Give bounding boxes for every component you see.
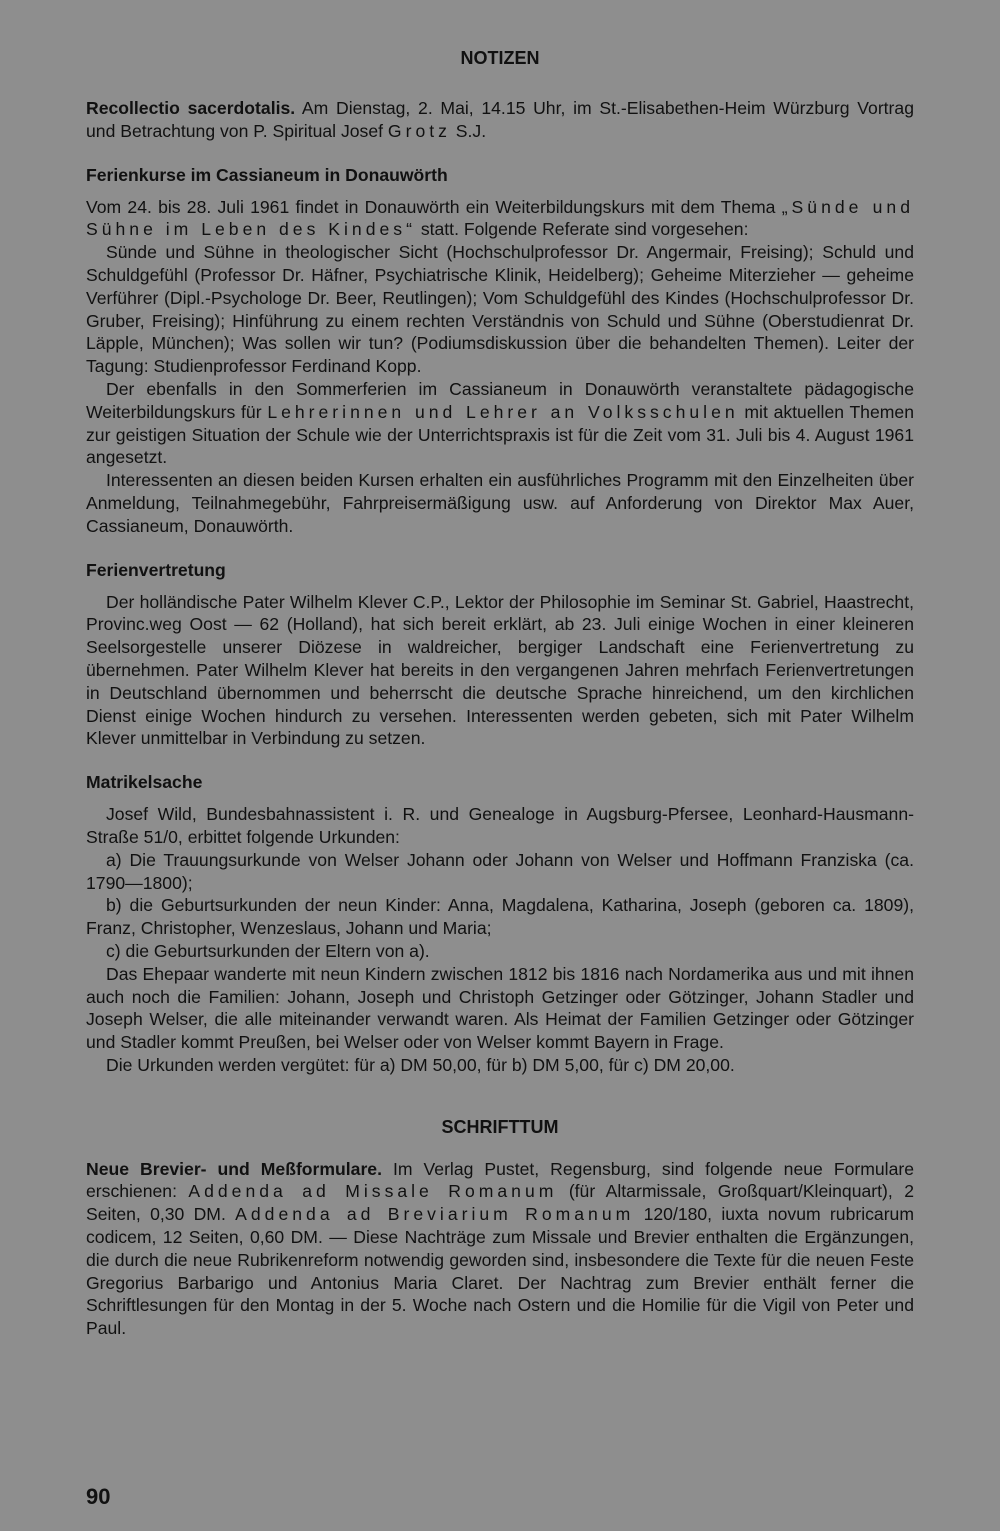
heading-ferienkurse: Ferienkurse im Cassianeum in Donauwörth [86, 164, 448, 185]
ferienkurse-p3-text-a: Der ebenfalls in den Sommerferien im Cassianeum in Donauwörth veranstaltete pädagogische Weiterbildungskurs für [86, 378, 914, 422]
schrifttum-lead: Neue Brevier- und Meßformulare. [86, 1158, 382, 1179]
ferienkurse-text-b: statt. Folgende Referate sind vorgesehen: [415, 219, 749, 240]
recollectio-name: Grotz [387, 120, 451, 141]
ferienvertretung-paragraph: Der holländische Pater Wilhelm Klever C.P., Lektor der Philosophie im Seminar St. Gabriel, Haastrecht, Provinc.weg Oost — 62 (Holland), hat sich bereit erklärt, ab 23. Juli einige Wochen in einer kleineren Seelsorgestelle unserer Diözese in waldreicher, bergiger Landschaft eine Ferienvertretung zu übernehmen. Pater Wilhelm Klever hat bereits in den vergangenen Jahren mehrfach Ferienvertretungen in Deutschland übernommen und beherrscht die deutsche Sprache hinreichend, um den kirchlichen Dienst einige Wochen hindurch zu versehen. Interessenten werden gebeten, sich mit Pater Wilhelm Klever unmittelbar in Verbindung zu setzen. [86, 591, 914, 749]
matrikelsache-paragraph-2: Das Ehepaar wanderte mit neun Kindern zwischen 1812 bis 1816 nach Nordamerika aus und mit ihnen auch noch die Familien: Johann, Joseph und Christoph Getzinger oder Götzinger, Johann Stadler und Joseph Welser, die alle miteinander verwandt waren. Als Heimat der Familien Getzinger oder Götzinger und Stadler kommt Preußen, bei Welser oder von Welser kommt Bayern in Frage. [86, 963, 914, 1053]
page-number: 90 [86, 1484, 111, 1509]
schrifttum-text-3: 120/180, iuxta novum rubricarum codicem, 12 Seiten, 0,60 DM. — Diese Nachträge zum Missale und Brevier enthalten die Ergänzungen, die durch die neue Rubrikenreform notwendig geworden sind, insbesondere die Texte für die neuen Feste Gregorius Barbarigo und Antonius Maria Claret. Der Nachtrag zum Brevier enthält ferner die Schriftlesungen für den Montag in der 5. Woche nach Ostern und die Homilie für die Vigil von Peter und Paul. [86, 1204, 915, 1339]
ferienkurse-p3-spaced: Lehrerinnen und Lehrer an Volksschulen [267, 401, 739, 422]
schrifttum-text-1: Im Verlag Pustet, Regensburg, sind folgende neue Formulare erschienen: [86, 1158, 914, 1202]
ferienkurse-paragraph-3 [86, 378, 914, 469]
ferienkurse-paragraph-2: Sünde und Sühne in theologischer Sicht (Hochschulprofessor Dr. Angermair, Freising); Schuld und Schuldgefühl (Professor Dr. Häfner, Psychiatrische Klinik, Heidelberg); Geheime Miterzieher — geheime Verführer (Dipl.-Psychologe Dr. Beer, Reutlingen); Vom Schuldgefühl des Kindes (Hochschulprofessor Dr. Gruber, Freising); Hinführung zu einem rechten Verständnis von Schuld und Sühne (Oberstudienrat Dr. Läpple, München); Was sollen wir tun? (Podiumsdiskussion über die behandelten Themen). Leiter der Tagung: Studienprofessor Ferdinand Kopp. [86, 242, 914, 377]
recollectio-paragraph [86, 97, 914, 143]
matrikelsache-item-c: c) die Geburtsurkunden der Eltern von a). [106, 940, 430, 961]
ferienkurse-text-a: Vom 24. bis 28. Juli 1961 findet in Donauwörth ein Weiterbildungskurs mit dem Thema [86, 196, 782, 217]
matrikelsache-item-b: b) die Geburtsurkunden der neun Kinder: Anna, Magdalena, Katharina, Joseph (geboren ca. 1809), Franz, Christopher, Wenzeslaus, Johann und Maria; [86, 895, 914, 939]
section-title-schrifttum: SCHRIFTTUM [441, 1116, 559, 1137]
recollectio-text: Am Dienstag, 2. Mai, 14.15 Uhr, im St.-Elisabethen-Heim Würzburg Vortrag und Betrachtung von P. Spiritual Josef [86, 98, 914, 141]
ferienkurse-theme: „Sünde und Sühne im Leben des Kindes“ [86, 196, 914, 240]
matrikelsache-item-a: a) Die Trauungsurkunde von Welser Johann oder Johann von Welser und Hoffmann Franziska (ca. 1790—1800); [86, 849, 914, 893]
heading-matrikelsache: Matrikelsache [86, 772, 203, 793]
matrikelsache-paragraph-1: Josef Wild, Bundesbahnassistent i. R. und Genealoge in Augsburg-Pfersee, Leonhard-Hausmann-Straße 51/0, erbittet folgende Urkunden: [86, 804, 914, 847]
recollectio-lead: Recollectio sacerdotalis. [86, 98, 296, 118]
schrifttum-title-missale: Addenda ad Missale Romanum [188, 1181, 558, 1202]
schrifttum-text-2: (für Altarmissale, Großquart/Kleinquart), 2 Seiten, 0,30 DM. [86, 1181, 914, 1225]
ferienkurse-paragraph-4: Interessenten an diesen beiden Kursen erhalten ein ausführliches Programm mit den Einzelheiten über Anmeldung, Teilnahmegebühr, Fahrpreisermäßigung usw. auf Anforderung von Direktor Max Auer, Cassianeum, Donauwörth. [86, 470, 914, 536]
schrifttum-title-breviarium: Addenda ad Breviarium Romanum [235, 1204, 635, 1225]
schrifttum-paragraph [86, 1158, 914, 1340]
ferienkurse-paragraph-1 [86, 196, 914, 242]
matrikelsache-paragraph-3: Die Urkunden werden vergütet: für a) DM 50,00, für b) DM 5,00, für c) DM 20,00. [106, 1054, 735, 1075]
section-title-notizen: NOTIZEN [460, 48, 540, 68]
heading-ferienvertretung: Ferienvertretung [86, 559, 226, 580]
recollectio-suffix: S.J. [450, 120, 487, 141]
ferienkurse-p3-text-b: mit aktuellen Themen zur geistigen Situation der Schule wie der Unterrichtspraxis ist für die Zeit vom 31. Juli bis 4. August 1961 angesetzt. [86, 401, 914, 468]
